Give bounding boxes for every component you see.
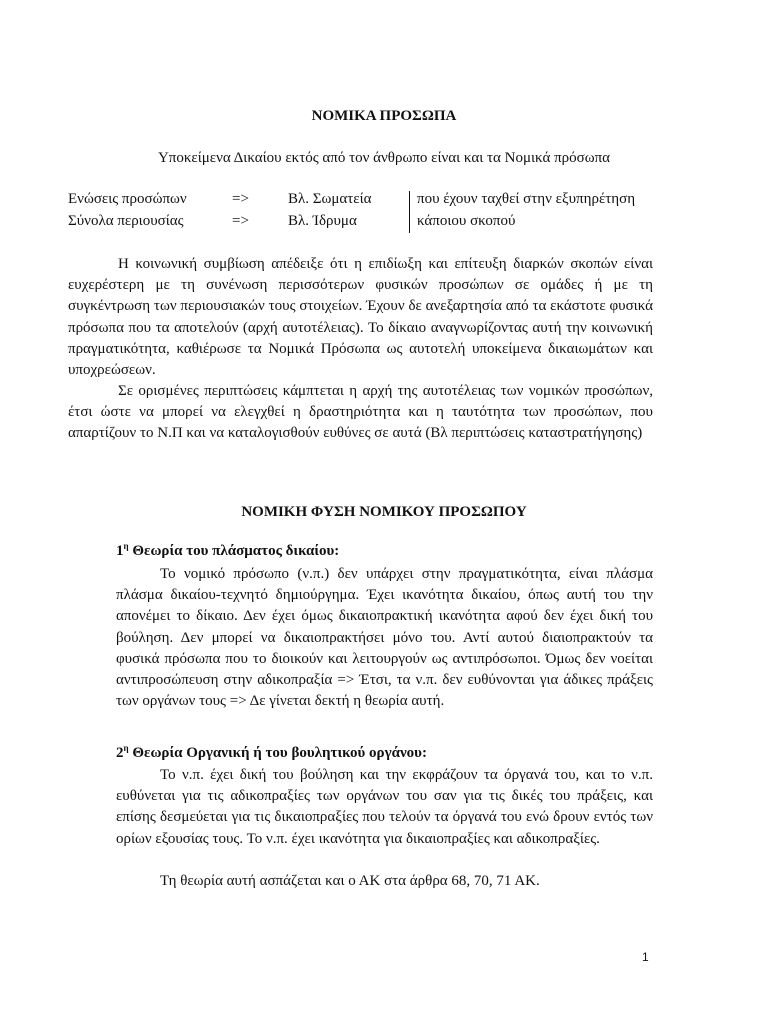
- theory-ordinal: η: [123, 743, 129, 753]
- definition-note: κάποιου σκοπού: [417, 213, 516, 229]
- theory-heading: [116, 743, 427, 762]
- theory-text: Το ν.π. έχει δική του βούληση και την εκφράζουν τα όργανά του, και το ν.π. ευθύνεται για τις αδικοπραξίες των οργάνων του σαν για τις δικές του πράξεις, και επίσης δεσμεύεται για τις δικαιοπραξίες που τελούν τα όργανά του ενώ δρουν εντός των ορίων εξουσίας τους. Το ν.π. έχει ικανότητα για δικαιοπραξίες και αδικοπραξίες.: [116, 767, 653, 847]
- page-number: 1: [642, 950, 649, 964]
- definition-term: Ενώσεις προσώπων: [68, 191, 187, 207]
- theory-text: Το νομικό πρόσωπο (ν.π.) δεν υπάρχει στην πραγματικότητα, είναι πλάσμα πλάσμα δικαίου-τεχνητό δημιούργημα. Έχει ικανότητα δικαίου, όπως αυτή του την απονέμει το δίκαιο. Δεν έχει όμως δικαιοπρακτική ικανότητα αφού δεν έχει δική του βούληση. Δεν μπορεί να δικαιοπρακτήσει μόνο του. Αντί αυτού διαιοπρακτούν τα φυσικά πρόσωπα που το διοικούν και λειτουργούν ως αντιπρόσωποι. Όμως δεν νοείται αντιπροσώπευση στην αδικοπραξία => Έτσι, τα ν.π. δεν ευθύνονται για άδικες πράξεις των οργάνων τους => Δε γίνεται δεκτή η θεωρία αυτή.: [116, 566, 653, 710]
- theory-heading: [116, 541, 339, 560]
- section-title: ΝΟΜΙΚΗ ΦΥΣΗ ΝΟΜΙΚΟΥ ΠΡΟΣΩΠΟΥ: [241, 504, 527, 520]
- definition-arrow: =>: [232, 213, 249, 229]
- theory-number: 2: [116, 745, 124, 761]
- theory-number: 1: [116, 543, 124, 559]
- theory-closing: Τη θεωρία αυτή ασπάζεται και ο ΑΚ στα άρθρα 68, 70, 71 ΑΚ.: [160, 873, 540, 889]
- definition-note: που έχουν ταχθεί στην εξυπηρέτηση: [417, 191, 636, 207]
- exception-paragraph: Σε ορισμένες περιπτώσεις κάμπτεται η αρχή της αυτοτέλειας των νομικών προσώπων, έτσι ώστε να μπορεί να ελεγχθεί η δραστηριότητα και η ταυτότητα των προσώπων, που απαρτίζουν το Ν.Π και να καταλογισθούν ευθύνες σε αυτά (Βλ περιπτώσεις καταστρατήγησης): [68, 383, 653, 442]
- definition-example: Βλ. Σωματεία: [288, 191, 372, 207]
- theory-heading-text: Θεωρία Οργανική ή του βουλητικού οργάνου:: [128, 745, 427, 761]
- theory-ordinal: η: [123, 541, 129, 551]
- definition-term: Σύνολα περιουσίας: [68, 213, 184, 229]
- document-subtitle: Υποκείμενα Δικαίου εκτός από τον άνθρωπο είναι και τα Νομικά πρόσωπα: [157, 150, 611, 166]
- definition-arrow: =>: [232, 191, 249, 207]
- definition-example: Βλ. Ίδρυμα: [288, 213, 357, 229]
- theory-heading-text: Θεωρία του πλάσματος δικαίου:: [128, 543, 340, 559]
- definition-divider: [409, 191, 410, 233]
- document-title: ΝΟΜΙΚΑ ΠΡΟΣΩΠΑ: [311, 108, 457, 124]
- intro-paragraph: Η κοινωνική συμβίωση απέδειξε ότι η επιδίωξη και επίτευξη διαρκών σκοπών είναι ευχερέστερη με τη συνένωση περισσότερων φυσικών προσώπων σε ομάδες ή με τη συγκέντρωση των περιουσιακών τους στοιχείων. Έχουν δε ανεξαρτησία από τα εκάστοτε φυσικά πρόσωπα που τα αποτελούν (αρχή αυτοτέλειας). Το δίκαιο αναγνωρίζοντας αυτή την κοινωνική πραγματικότητα, καθιέρωσε τα Νομικά Πρόσωπα ως αυτοτελή υποκείμενα δικαιωμάτων και υποχρεώσεων.: [68, 256, 653, 379]
